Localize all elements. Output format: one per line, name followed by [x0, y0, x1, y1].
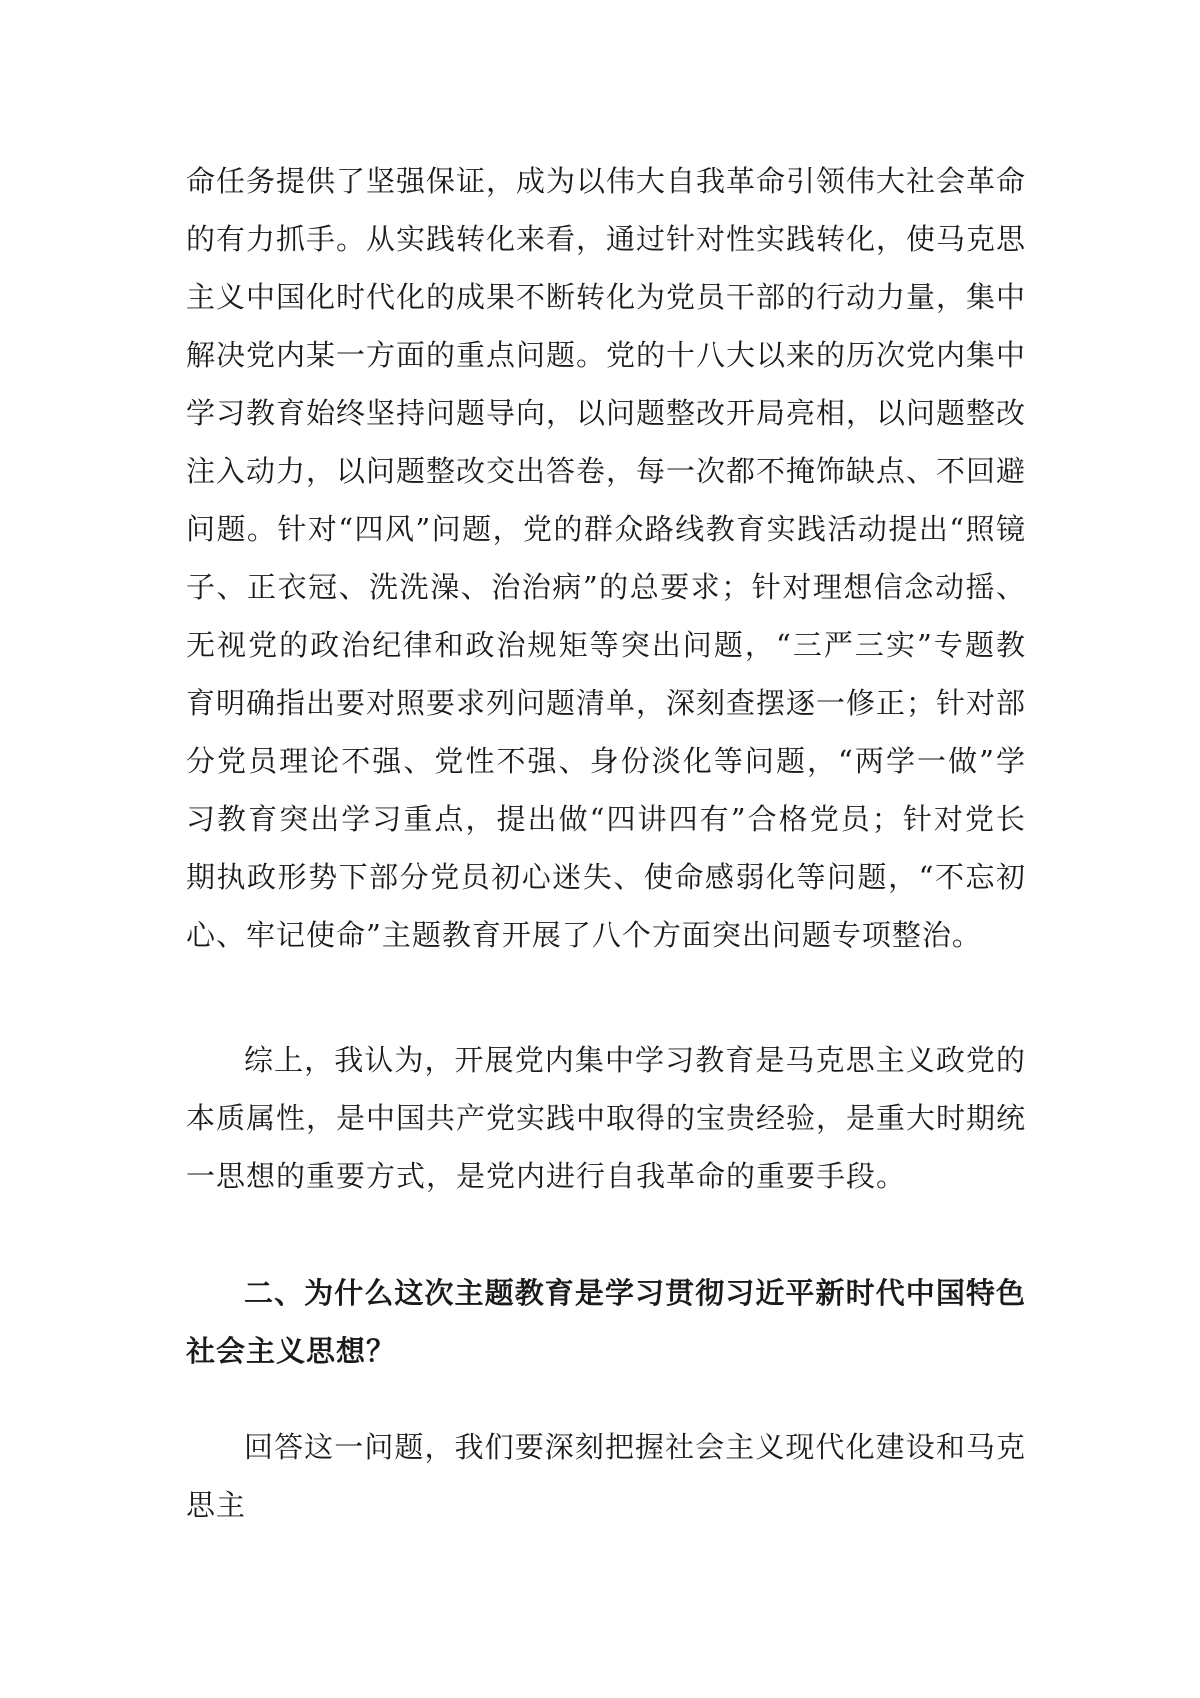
body-paragraph-3: 回答这一问题，我们要深刻把握社会主义现代化建设和马克思主 — [186, 1430, 1026, 1522]
body-paragraph-1: 命任务提供了坚强保证，成为以伟大自我革命引领伟大社会革命的有力抓手。从实践转化来看，通过针对性实践转化，使马克思主义中国化时代化的成果不断转化为党员干部的行动力量，集中解决党内某一方面的重点问题。党的十八大以来的历次党内集中学习教育始终坚持问题导向，以问题整改开局亮相，以问题整改注入动力，以问题整改交出答卷，每一次都不掩饰缺点、不回避问题。针对“四风”问题，党的群众路线教育实践活动提出“照镜子、正衣冠、洗洗澡、治治病”的总要求；针对理想信念动摇、无视党的政治纪律和政治规矩等突出问题，“三严三实”专题教育明确指出要对照要求列问题清单，深刻查摆逐一修正；针对部分党员理论不强、党性不强、身份淡化等问题，“两学一做”学习教育突出学习重点，提出做“四讲四有”合格党员；针对党长期执政形势下部分党员初心迷失、使命感弱化等问题，“不忘初心、牢记使命”主题教育开展了八个方面突出问题专项整治。 — [186, 164, 1027, 952]
section-heading: 二、为什么这次主题教育是学习贯彻习近平新时代中国特色社会主义思想？ — [186, 1276, 1026, 1368]
body-paragraph-2: 综上，我认为，开展党内集中学习教育是马克思主义政党的本质属性，是中国共产党实践中取得的宝贵经验，是重大时期统一思想的重要方式，是党内进行自我革命的重要手段。 — [186, 1043, 1027, 1193]
